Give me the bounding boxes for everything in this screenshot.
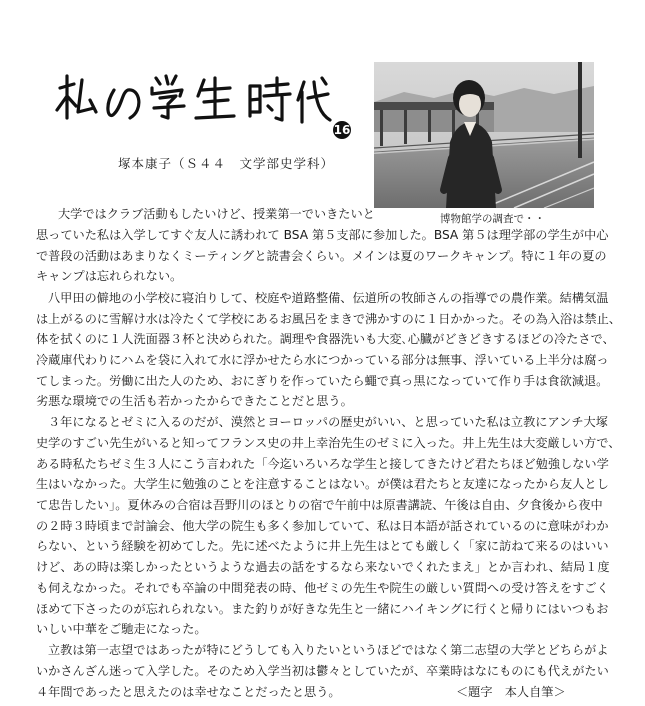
text-line: ４年間であったと思えたのは幸せなことだったと思う。: [36, 685, 341, 699]
author-byline: 塚本康子（Ｓ４４ 文学部史学科）: [118, 156, 335, 171]
text-line: キャンプは忘れられない。: [36, 269, 183, 283]
text-line: けど、あの時は楽しかったというような過去の話をするなら来ないでくれたまえ」とか言われ、結局１度: [36, 560, 610, 574]
text-line: 史学のすごい先生がいると知ってフランス史の井上幸治先生のゼミに入った。井上先生は大変厳しい方で、: [36, 436, 621, 450]
text-line: 思っていた私は入学してすぐ友人に誘われて BSA 第５支部に参加した。BSA 第５は理学部の学生が中心: [36, 228, 609, 242]
text-line: ３年になるとゼミに入るのだが、漠然とヨーロッパの歴史がいい、と思っていた私は立教にアンチ大塚: [48, 415, 608, 429]
text-line: いかさんざん迷って入学した。そのため入学当初は鬱々としていたが、卒業時はなにものにも代えがたい: [36, 664, 609, 678]
handwritten-title: [52, 66, 332, 138]
text-line: いしい中華をご馳走になった。: [36, 622, 207, 636]
text-line: 立教は第一志望ではあったが特にどうしても入りたいというほどではなく第二志望の大学とどちらがよ: [48, 643, 609, 657]
text-line: は上がるのに雪解け水は冷たくて学校にあるお風呂をまきで沸かすのに１日かかった。その為入浴は禁止、: [36, 312, 621, 326]
title-credit: ＜題字 本人自筆＞: [456, 685, 566, 699]
text-line: の２時３時頃まで討論会、他大学の院生も多く参加していて、私は日本語が話されているのに意味がわか: [36, 519, 609, 533]
text-line: も伺えなかった。それでも卒論の中間発表の時、他ゼミの先生や院生の厳しい質問への受け答えをすごく: [36, 581, 609, 595]
text-line: らない、という経験を初めてした。先に述べたように井上先生はとても厳しく「家に訪ねて来るのはいい: [36, 539, 609, 553]
text-line: 大学ではクラブ活動もしたいけど、授業第一でいきたいと: [58, 207, 375, 221]
text-line: で普段の活動はあまりなくミーティングと読書会くらい。メインは夏のワークキャンプ。特に１年の夏の: [36, 249, 607, 263]
text-line: ほめて下さったのが忘れられない。また釣りが好きな先生と一緒にハイキングに行くと帰りにはいつもお: [36, 602, 609, 616]
text-line: て忠告したい」。夏休みの合宿は吾野川のほとりの宿で午前中は原書講読、午後は自由、夕食後から夜中: [36, 498, 603, 512]
text-line: 生はいなかった。大学生に勉強のことを注意することはない。が僕は君たちと友達になったから友人とし: [36, 477, 609, 491]
text-line: 八甲田の僻地の小学校に寝泊りして、校庭や道路整備、伝道所の牧師さんの指導での農作業。結構気温: [48, 291, 609, 305]
text-line: 冷蔵庫代わりにハムを袋に入れて水に浮かせたら水につかっている部分は無事、浮いている上半分は腐っ: [36, 353, 609, 367]
text-line: ある時私たちゼミ生３人にこう言われた「今迄いろいろな学生と接してきたけど君たちほど勉強しない学: [36, 457, 609, 471]
text-line: 体を拭くのに１人洗面器３杯と決められた。調理や食器洗いも大変､心臓がどきどきするほどの冷たさで、: [36, 332, 615, 346]
text-line: 劣悪な環境での生活も若かったからできたことだと思う。: [36, 394, 353, 408]
platform-photo: [374, 62, 594, 208]
photo-caption: 博物館学の調査で・・: [440, 213, 545, 225]
series-number-badge: 16: [333, 123, 351, 137]
text-line: てしまった。労働に出た人のため、おにぎりを作っていたら蠅で真っ黒になっていて作り手は食欲減退。: [36, 374, 609, 388]
